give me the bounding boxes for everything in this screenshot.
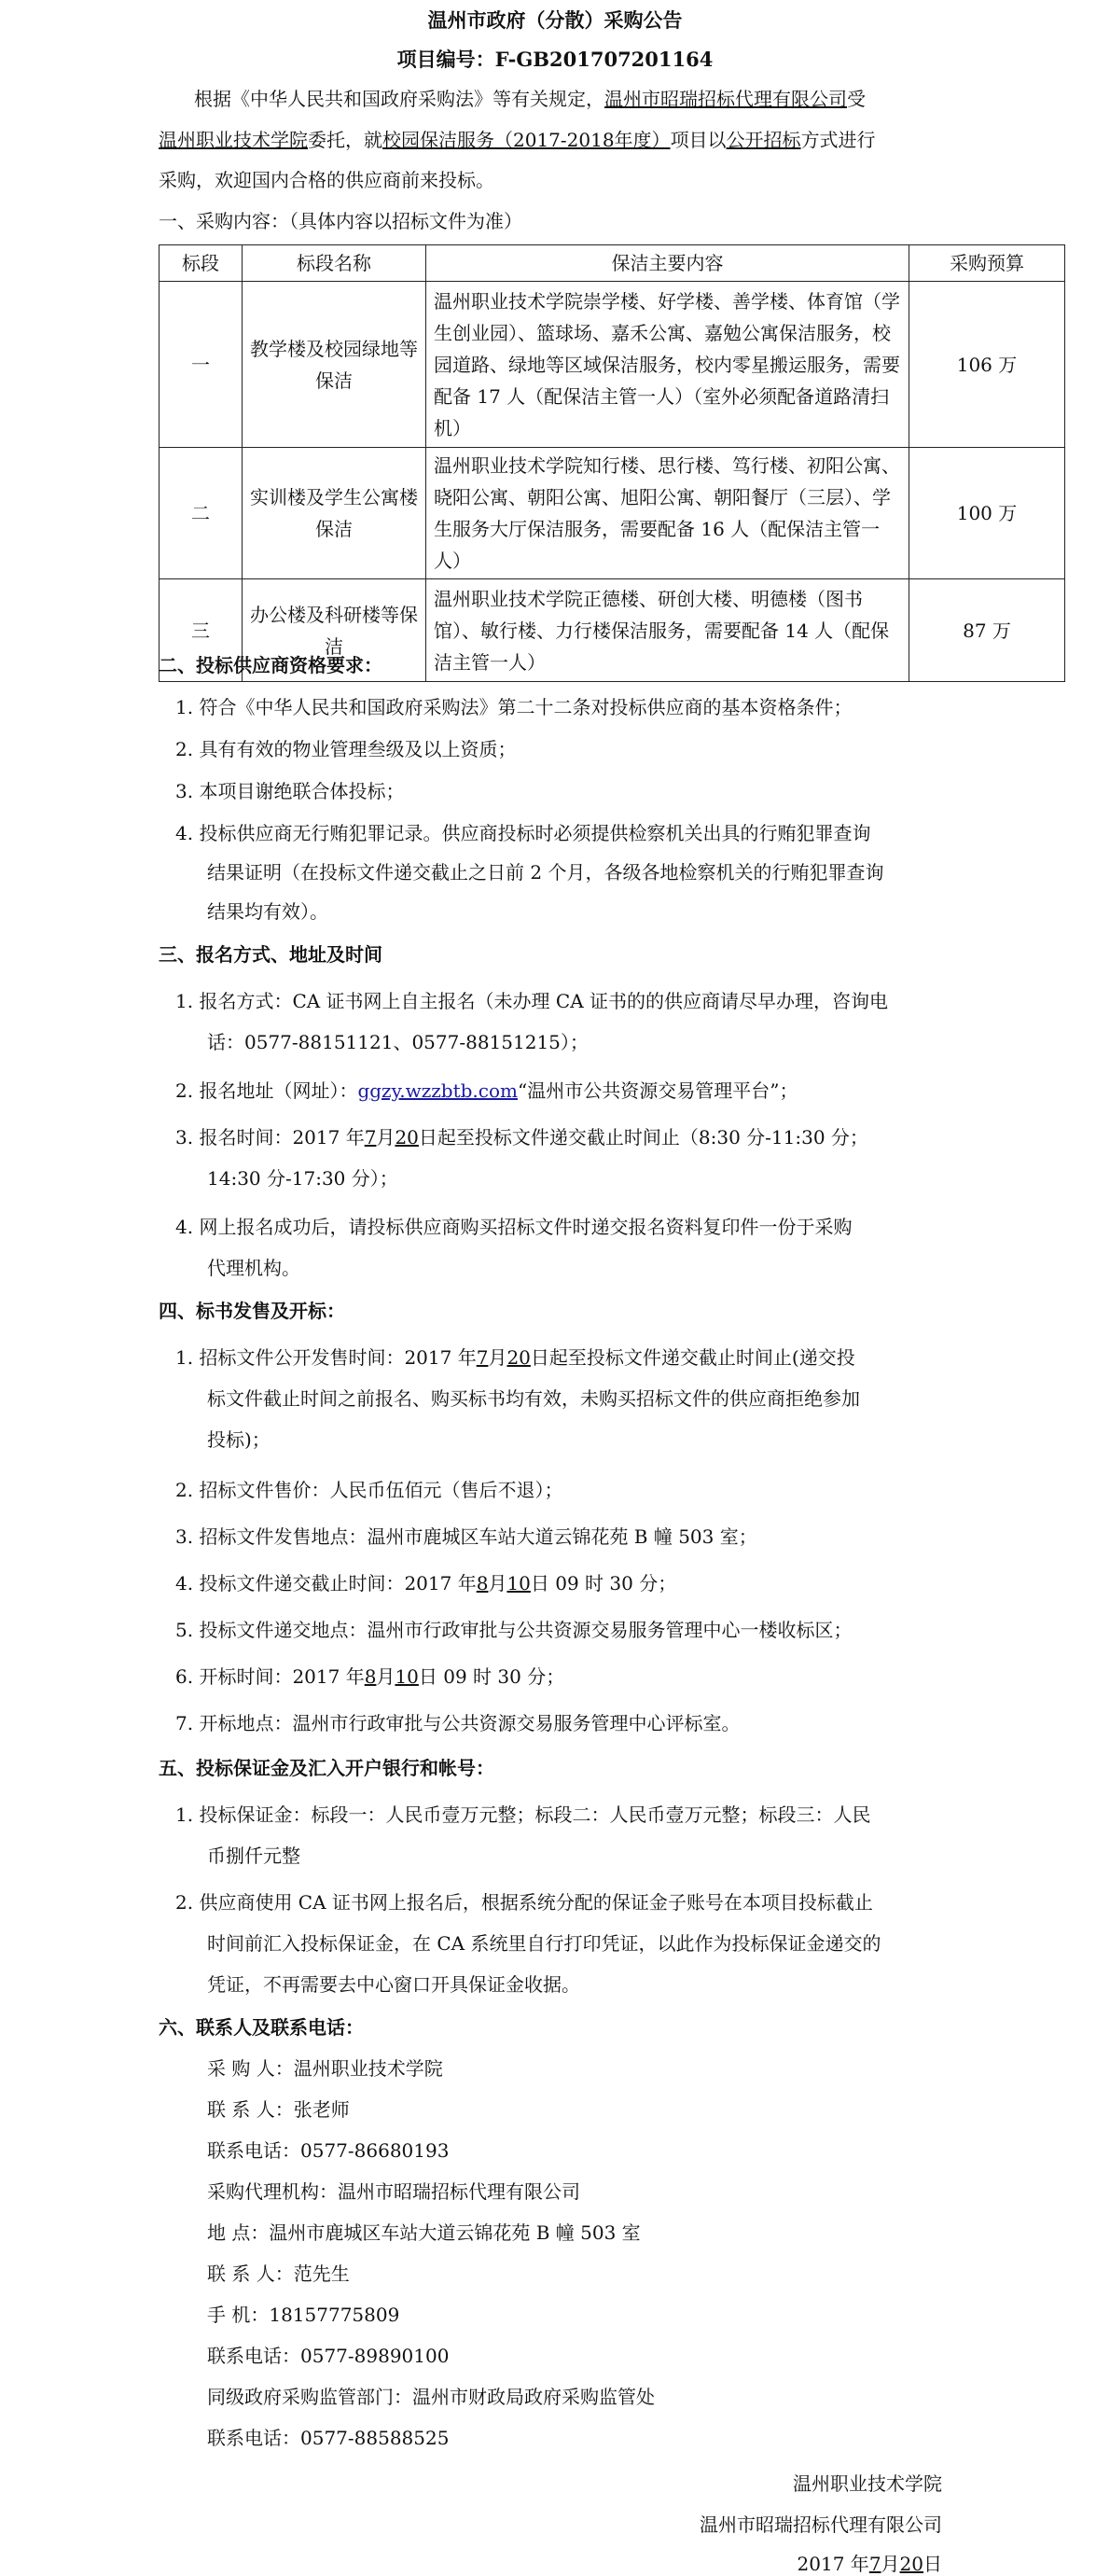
section-6-heading: 六、联系人及联系电话： — [159, 2016, 364, 2039]
section-4-heading: 四、标书发售及开标： — [159, 1300, 345, 1322]
contact-line: 联系电话：0577-88588525 — [207, 2427, 450, 2449]
section-1-heading: 一、采购内容：（具体内容以招标文件为准） — [159, 210, 522, 232]
table-row: 一 教学楼及校园绿地等保洁 温州职业技术学院崇学楼、好学楼、善学楼、体育馆（学生创业园）、篮球场、嘉禾公寓、嘉勉公寓保洁服务，校园道路、绿地等区域保洁服务，校内零星搬运服务，需要配备 17 人（配保洁主管一人）（室外必须配备道路清扫机） 106 万 — [160, 282, 1065, 448]
section-2-heading: 二、投标供应商资格要求： — [159, 654, 382, 676]
contact-line: 地 点：温州市鹿城区车站大道云锦花苑 B 幢 503 室 — [207, 2221, 641, 2244]
contact-line: 手 机：18157775809 — [207, 2304, 400, 2326]
s3-item-1: 1. 报名方式：CA 证书网上自主报名（未办理 CA 证书的的供应商请尽早办理，咨询电 — [175, 990, 889, 1012]
s4-item-2: 2. 招标文件售价：人民币伍佰元（售后不退）； — [175, 1479, 563, 1501]
s4-item-6: 6. 开标时间：2017 年8月10日 09 时 30 分； — [175, 1665, 565, 1688]
col-header-content: 保洁主要内容 — [426, 245, 909, 282]
contact-line: 联 系 人：张老师 — [207, 2098, 350, 2121]
col-header-budget: 采购预算 — [909, 245, 1065, 282]
s2-item-3: 3. 本项目谢绝联合体投标； — [175, 780, 405, 802]
procurement-table — [159, 244, 1065, 682]
s5-item-2: 2. 供应商使用 CA 证书网上报名后，根据系统分配的保证金子账号在本项目投标截止 — [175, 1891, 873, 1914]
intro-line-3: 采购，欢迎国内合格的供应商前来投标。 — [159, 169, 494, 191]
intro-line-1: 根据《中华人民共和国政府采购法》等有关规定，温州市昭瑞招标代理有限公司受 — [194, 88, 866, 110]
contact-line: 联系电话：0577-89890100 — [207, 2345, 450, 2367]
s4-item-7: 7. 开标地点：温州市行政审批与公共资源交易服务管理中心评标室。 — [175, 1712, 741, 1734]
table-header-row — [160, 245, 1065, 282]
s3-item-4: 4. 网上报名成功后，请投标供应商购买招标文件时递交报名资料复印件一份于采购 — [175, 1216, 853, 1238]
registration-link[interactable]: ggzy.wzzbtb.com — [357, 1079, 518, 1102]
contact-line: 同级政府采购监管部门：温州市财政局政府采购监管处 — [207, 2386, 655, 2408]
s4-item-5: 5. 投标文件递交地点：温州市行政审批与公共资源交易服务管理中心一楼收标区； — [175, 1619, 853, 1641]
project-number: 项目编号：F-GB201707201164 — [396, 48, 714, 71]
section-3-heading: 三、报名方式、地址及时间 — [159, 943, 382, 966]
contact-line: 联 系 人：范先生 — [207, 2263, 350, 2285]
table-row: 三 办公楼及科研楼等保洁 温州职业技术学院正德楼、研创大楼、明德楼（图书馆）、敏行楼、力行楼保洁服务，需要配备 14 人（配保洁主管一人） 87 万 — [160, 579, 1065, 682]
intro-line-2: 温州职业技术学院委托，就校园保洁服务（2017-2018年度）项目以公开招标方式进行 — [159, 129, 876, 151]
col-header-lot: 标段 — [160, 245, 243, 282]
document-title: 温州市政府（分散）采购公告 — [427, 8, 683, 32]
s4-item-3: 3. 招标文件发售地点：温州市鹿城区车站大道云锦花苑 B 幢 503 室； — [175, 1525, 757, 1548]
contact-line: 采 购 人：温州职业技术学院 — [207, 2057, 443, 2080]
col-header-name: 标段名称 — [243, 245, 426, 282]
s4-item-1: 1. 招标文件公开发售时间：2017 年7月20日起至投标文件递交截止时间止(递交投 — [175, 1346, 855, 1369]
purchaser-name: 温州职业技术学院 — [159, 129, 308, 151]
signature-purchaser: 温州职业技术学院 — [793, 2472, 942, 2495]
section-5-heading: 五、投标保证金及汇入开户银行和帐号： — [159, 1757, 494, 1779]
signature-agency: 温州市昭瑞招标代理有限公司 — [700, 2513, 942, 2536]
s3-item-3: 3. 报名时间：2017 年7月20日起至投标文件递交截止时间止（8:30 分-11:30 分； — [175, 1126, 868, 1149]
contact-line: 联系电话：0577-86680193 — [207, 2139, 450, 2162]
contact-line: 采购代理机构：温州市昭瑞招标代理有限公司 — [207, 2180, 580, 2203]
s2-item-1: 1. 符合《中华人民共和国政府采购法》第二十二条对投标供应商的基本资格条件； — [175, 696, 853, 718]
procurement-method: 公开招标 — [726, 129, 801, 151]
project-name: 校园保洁服务（2017-2018年度） — [382, 129, 671, 151]
agency-name: 温州市昭瑞招标代理有限公司 — [604, 88, 847, 110]
table-row: 二 实训楼及学生公寓楼保洁 温州职业技术学院知行楼、思行楼、笃行楼、初阳公寓、晓阳公寓、朝阳公寓、旭阳公寓、朝阳餐厅（三层）、学生服务大厅保洁服务，需要配备 16 人（配保洁主管一人） 100 万 — [160, 448, 1065, 579]
s3-item-2: 2. 报名地址（网址）：ggzy.wzzbtb.com“温州市公共资源交易管理平台”； — [175, 1079, 798, 1102]
s2-item-2: 2. 具有有效的物业管理叁级及以上资质； — [175, 738, 517, 760]
s5-item-1: 1. 投标保证金：标段一：人民币壹万元整；标段二：人民币壹万元整；标段三：人民 — [175, 1803, 871, 1826]
s4-item-4: 4. 投标文件递交截止时间：2017 年8月10日 09 时 30 分； — [175, 1572, 677, 1594]
announcement-page: 温州市政府（分散）采购公告 项目编号：F-GB201707201164 根据《中华人民共和国政府采购法》等有关规定，温州市昭瑞招标代理有限公司受 温州职业技术学院委托，就校园保洁服务（2017-2018年度）项目以公开招标方式进行 采购，欢迎国内合格的供应商前来投标。 一、采购内容：（具体内容以招标文件为准） 标段 标段名称 保洁主要内容 采购预算 一 教学楼及校园绿地等保洁 温州职业技术学院崇学楼、好学楼、善学楼、体育馆（学生创业园）、篮球场、嘉禾公寓、嘉勉公寓保洁服务，校园道路、绿地等区域保洁服务，校内零星搬运服务，需要配备 17 人（配保洁主管一人）（室外必须配备道路清扫机） 106 万 二 实训楼及学生公寓楼保洁 温州职业技术学院知行楼、思行楼、笃行楼、初阳公寓、晓阳公寓、朝阳公寓、旭阳公寓、朝阳餐厅（三层）、学生服务大厅保洁服务，需要配备 16 人（配保洁主管一人） 100 万 三 办公楼及科研楼等保洁 温州职业技术学院正德楼、研创大楼、明德楼（图书馆）、敏行楼、力行楼保洁服务，需要配备 14 人（配保洁主管一人） 87 万 二、投标供应商资格要求： 1. 符合《中华人民共和国政府采购法》第二十二条对投标供应商的基本资格条件； 2. 具有有效的物业管理叁级及以上资质； 3. 本项目谢绝联合体投标； 4. 投标供应商无行贿犯罪记录。供应商投标时必须提供检察机关出具的行贿犯罪查询 结果证明（在投标文件递交截止之日前 2 个月，各级各地检察机关的行贿犯罪查询 结果均有效）。 三、报名方式、地址及时间 1. 报名方式：CA 证书网上自主报名（未办理 CA 证书的的供应商请尽早办理，咨询电 话：0577-88151121、0577-88151215）； 2. 报名地址（网址）：ggzy.wzzbtb.com“温州市公共资源交易管理平台”； 3. 报名时间：2017 年7月20日起至投标文件递交截止时间止（8:30 分-11:30 分； 14:30 分-17:30 分）； 4. 网上报名成功后，请投标供应商购买招标文件时递交报名资料复印件一份于采购 代理机构。 四、标书发售及开标： 1. 招标文件公开发售时间：2017 年7月20日起至投标文件递交截止时间止(递交投 标文件截止时间之前报名、购买标书均有效，未购买招标文件的供应商拒绝参加 投标)； 2. 招标文件售价：人民币伍佰元（售后不退）； 3. 招标文件发售地点：温州市鹿城区车站大道云锦花苑 B 幢 503 室； 4. 投标文件递交截止时间：2017 年8月10日 09 时 30 分； 5. 投标文件递交地点：温州市行政审批与公共资源交易服务管理中心一楼收标区； 6. 开标时间：2017 年8月10日 09 时 30 分； 7. 开标地点：温州市行政审批与公共资源交易服务管理中心评标室。 五、投标保证金及汇入开户银行和帐号： 1. 投标保证金：标段一：人民币壹万元整；标段二：人民币壹万元整；标段三：人民 币捌仟元整 2. 供应商使用 CA 证书网上报名后，根据系统分配的保证金子账号在本项目投标截止 时间前汇入投标保证金，在 CA 系统里自行打印凭证，以此作为投标保证金递交的 凭证，不再需要去中心窗口开具保证金收据。 六、联系人及联系电话： 采 购 人：温州职业技术学院 联 系 人：张老师 联系电话：0577-86680193 采购代理机构：温州市昭瑞招标代理有限公司 地 点：温州市鹿城区车站大道云锦花苑 B 幢 503 室 联 系 人：范先生 手 机：18157775809 联系电话：0577-89890100 同级政府采购监管部门：温州市财政局政府采购监管处 联系电话：0577-88588525 温州职业技术学院 温州市昭瑞招标代理有限公司 2017 年7月20日 — [0, 0, 1110, 2569]
signature-date: 2017 年7月20日 — [797, 2553, 942, 2575]
s2-item-4: 4. 投标供应商无行贿犯罪记录。供应商投标时必须提供检察机关出具的行贿犯罪查询 — [175, 822, 871, 844]
